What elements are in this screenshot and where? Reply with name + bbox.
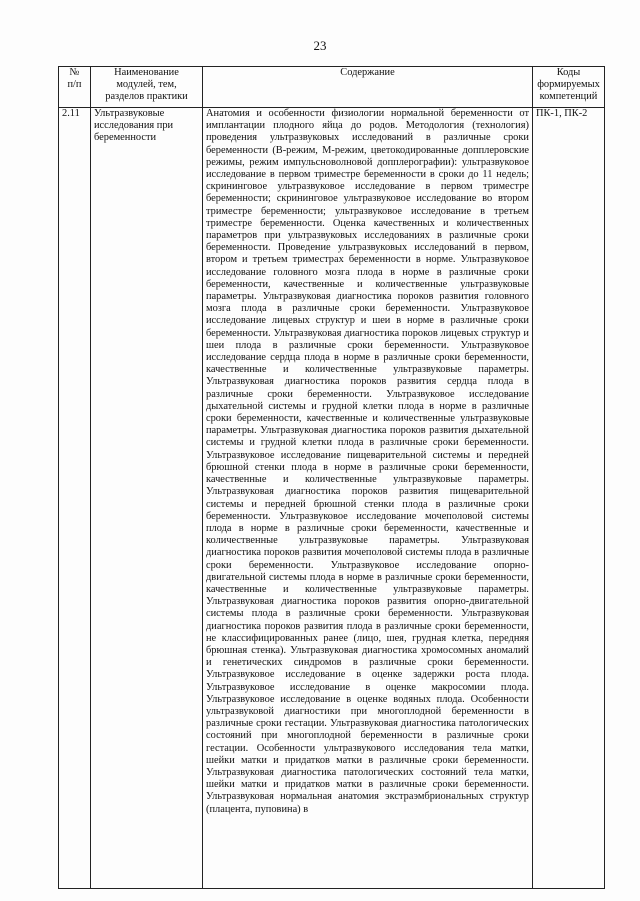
row-competency-codes: ПК-1, ПК-2 (533, 108, 605, 889)
header-competency-codes: Коды формируемых компетенций (533, 67, 605, 108)
row-content: Анатомия и особенности физиологии нормальной беременности от имплантации плодного яйца до родов. Методология (технология) проведения ультразвуковых исследований в различные сроки беременности (В-режим, М-режим, цветокодированные допплеровские режимы, режим импульсноволновой допплерографии): ультразвуковое исследование в первом триместре беременности в сроки до 11 недель; скрининговое ультразвуковое исследование в первом триместре беременности; скрининговое ультразвуковое исследование во втором триместре беременности; ультразвуковое исследование в третьем триместре беременности. Оценка качественных и количественных параметров при ультразвуковых исследованиях в различные сроки беременности. Проведение ультразвуковых исследований в первом, втором и третьем триместрах беременности в норме. Ультразвуковое исследование головного мозга плода в норме в различные сроки беременности, качественные и количественные ультразвуковые параметры. Ультразвуковая диагностика пороков развития головного мозга плода в различные сроки беременности. Ультразвуковое исследование лицевых структур и шеи в норме в различные сроки беременности. Ультразвуковая диагностика пороков лицевых структур и шеи плода в различные сроки беременности. Ультразвуковое исследование сердца плода в норме в различные сроки беременности, качественные и количественные ультразвуковые параметры. Ультразвуковая диагностика пороков развития сердца плода в различные сроки беременности. Ультразвуковое исследование дыхательной системы и грудной клетки плода в норме в различные сроки беременности, качественные и количественные ультразвуковые параметры. Ультразвуковая диагностика пороков развития дыхательной системы и грудной клетки плода в различные сроки беременности. Ультразвуковое исследование пищеварительной системы и передней брюшной стенки плода в норме в различные сроки беременности, качественные и количественные ультразвуковые параметры. Ультразвуковая диагностика пороков развития пищеварительной системы и передней брюшной стенки плода в различные сроки беременности. Ультразвуковое исследование мочеполовой системы плода в норме в различные сроки беременности, качественные и количественные ультразвуковые параметры. Ультразвуковая диагностика пороков развития мочеполовой системы плода в различные сроки беременности. Ультразвуковое исследование опорно-двигательной системы плода в норме в различные сроки беременности, качественные и количественные ультразвуковые параметры. Ультразвуковая диагностика пороков развития опорно-двигательной системы плода в различные сроки беременности. Ультразвуковая диагностика пороков развития плода в различные сроки беременности, не классифицированных ранее (лицо, шея, грудная клетка, передняя брюшная стенка). Ультразвуковая диагностика хромосомных аномалий и генетических синдромов в различные сроки беременности. Ультразвуковое исследование в оценке задержки роста плода. Ультразвуковое исследование в оценке макросомии плода. Ультразвуковое исследование в оценке водяных плода. Особенности ультразвуковой диагностики при многоплодной беременности в различные сроки гестации. Ультразвуковая диагностика патологических состояний при многоплодной беременности в различные сроки гестации. Особенности ультразвукового исследования тела матки, шейки матки и придатков матки в различные сроки беременности. Ультразвуковая диагностика патологических состояний тела матки, шейки матки и придатков матки в различные сроки беременности. Ультразвуковая нормальная анатомия экстраэмбриональных структур (плацента, пуповина) в (203, 108, 533, 889)
table-header-row (59, 67, 605, 108)
curriculum-table (58, 66, 605, 889)
row-module-name: Ультразвуковые исследования при беременности (91, 108, 203, 889)
table-row (59, 108, 605, 889)
header-module-name: Наименование модулей, тем, разделов практики (91, 67, 203, 108)
page-number: 23 (313, 38, 327, 53)
row-number: 2.11 (59, 108, 91, 889)
header-number: № п/п (59, 67, 91, 108)
header-content: Содержание (203, 67, 533, 108)
